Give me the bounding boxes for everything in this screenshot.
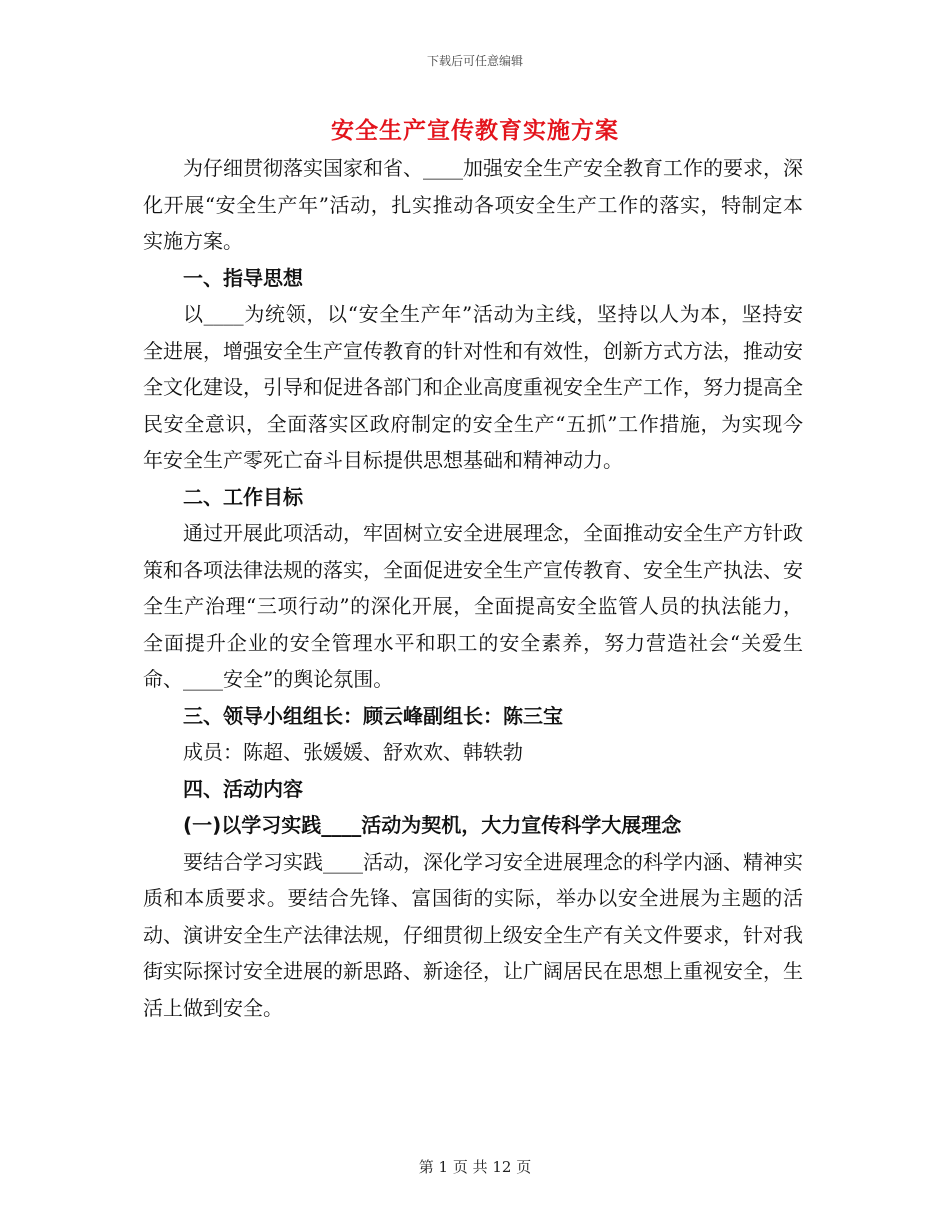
section-heading-guiding-thought: 一、指导思想 (183, 265, 303, 290)
section-heading-leadership-group: 三、领导小组组长：顾云峰副组长：陈三宝 (183, 703, 563, 728)
page-number-footer: 第 1 页 共 12 页 (418, 1158, 532, 1176)
guiding-thought-paragraph: 以____为统领，以“安全生产年”活动为主线，坚持以人为本，坚持安全进展，增强安全生产宣传教育的针对性和有效性，创新方式方法，推动安全文化建设，引导和促进各部门和企业高度重视安全生产工作，努力提高全民安全意识，全面落实区政府制定的安全生产“五抓”工作措施，为实现今年安全生产零死亡奋斗目标提供思想基础和精神动力。 (143, 302, 803, 472)
work-goals-paragraph: 通过开展此项活动，牢固树立安全进展理念，全面推动安全生产方针政策和各项法律法规的落实，全面促进安全生产宣传教育、安全生产执法、安全生产治理“三项行动”的深化开展，全面提高安全监管人员的执法能力，全面提升企业的安全管理水平和职工的安全素养，努力营造社会“关爱生命、____安全”的舆论氛围。 (143, 521, 803, 691)
section-heading-work-goals: 二、工作目标 (183, 484, 303, 509)
document-body (143, 150, 803, 1026)
header-note: 下载后可任意编辑 (426, 54, 523, 68)
intro-paragraph: 为仔细贯彻落实国家和省、____加强安全生产安全教育工作的要求，深化开展“安全生产年”活动，扎实推动各项安全生产工作的落实，特制定本实施方案。 (143, 156, 803, 253)
section-heading-activity-content: 四、活动内容 (183, 776, 303, 801)
members-paragraph: 成员：陈超、张媛媛、舒欢欢、韩轶勃 (183, 740, 523, 764)
subsection-1-paragraph: 要结合学习实践____活动，深化学习安全进展理念的科学内涵、精神实质和本质要求。要结合先锋、富国街的实际，举办以安全进展为主题的活动、演讲安全生产法律法规，仔细贯彻上级安全生产有关文件要求，针对我街实际探讨安全进展的新思路、新途径，让广阔居民在思想上重视安全，生活上做到安全。 (143, 849, 803, 1020)
subsection-heading-1: (一)以学习实践____活动为契机，大力宣传科学大展理念 (183, 813, 682, 837)
document-title: 安全生产宣传教育实施方案 (331, 117, 619, 144)
